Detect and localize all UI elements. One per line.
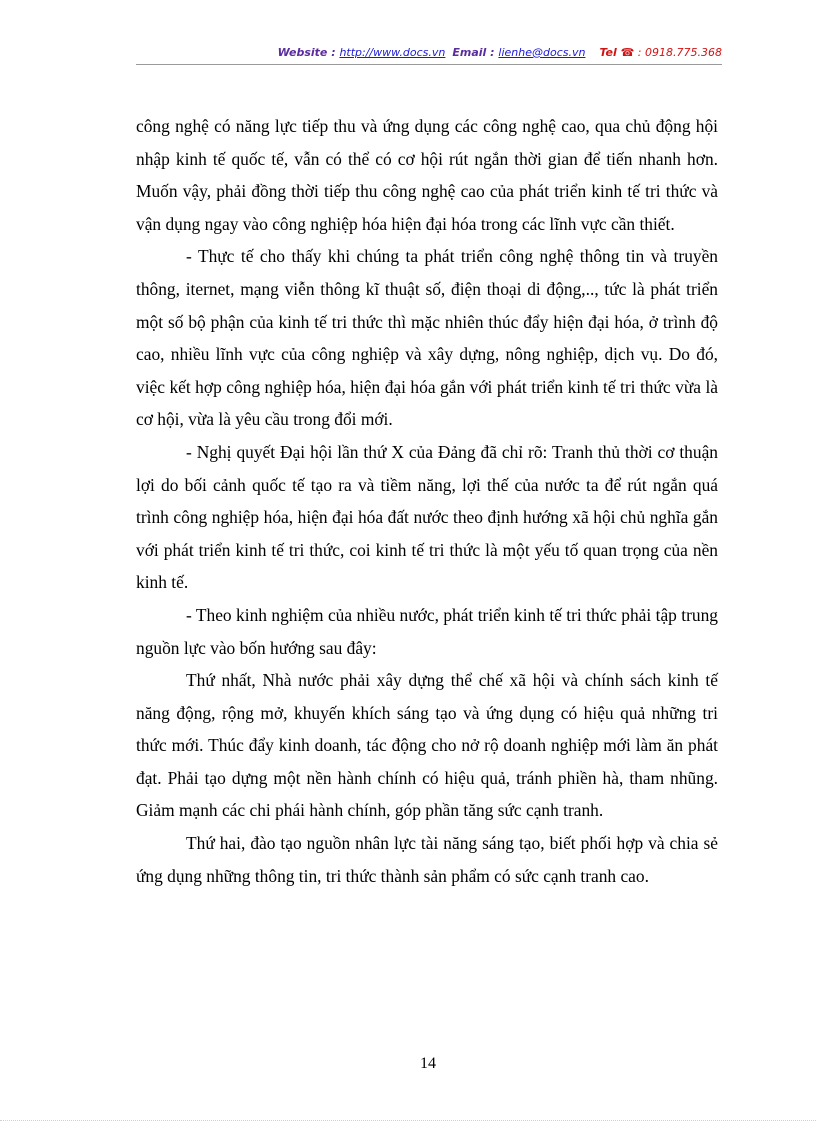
telephone-icon: ☎ [620, 46, 635, 59]
document-body [136, 110, 718, 892]
page-number: 14 [420, 1055, 436, 1072]
email-link[interactable]: lienhe@docs.vn [498, 46, 586, 59]
website-link[interactable]: http://www.docs.vn [339, 46, 446, 59]
header-divider [136, 64, 722, 65]
phone-number: : 0918.775.368 [634, 46, 722, 59]
email-label: Email : [452, 46, 499, 59]
paragraph: - Nghị quyết Đại hội lần thứ X của Đảng đã chỉ rõ: Tranh thủ thời cơ thuận lợi do bối cảnh quốc tế tạo ra và tiềm năng, lợi thế của nước ta để rút ngắn quá trình công nghiệp hóa, hiện đại hóa đất nước theo định hướng xã hội chủ nghĩa gắn với phát triển kinh tế tri thức, coi kinh tế tri thức là một yếu tố quan trọng của nền kinh tế. [136, 441, 718, 593]
paragraph: - Theo kinh nghiệm của nhiều nước, phát triển kinh tế tri thức phải tập trung nguồn lực vào bốn hướng sau đây: [136, 604, 718, 658]
website-label: Website : [277, 46, 340, 59]
paragraph: - Thực tế cho thấy khi chúng ta phát triển công nghệ thông tin và truyền thông, iternet, mạng viễn thông kĩ thuật số, điện thoại di động,.., tức là phát triển một số bộ phận của kinh tế tri thức thì mặc nhiên thúc đẩy hiện đại hóa, ở trình độ cao, nhiều lĩnh vực của công nghiệp và xây dựng, nông nghiệp, dịch vụ. Do đó, việc kết hợp công nghiệp hóa, hiện đại hóa gắn với phát triển kinh tế tri thức vừa là cơ hội, vừa là yêu cầu trong đổi mới. [136, 246, 718, 430]
paragraph: công nghệ có năng lực tiếp thu và ứng dụng các công nghệ cao, qua chủ động hội nhập kinh tế quốc tế, vẫn có thể có cơ hội rút ngắn thời gian để tiến nhanh hơn. Muốn vậy, phải đồng thời tiếp thu công nghệ cao của phát triển kinh tế tri thức và vận dụng ngay vào công nghiệp hóa hiện đại hóa trong các lĩnh vực cần thiết. [136, 116, 718, 234]
tel-label: Tel [599, 46, 621, 59]
paragraph: Thứ nhất, Nhà nước phải xây dựng thể chế xã hội và chính sách kinh tế năng động, rộng mở, khuyến khích sáng tạo và ứng dụng có hiệu quả những tri thức mới. Thúc đẩy kinh doanh, tác động cho nở rộ doanh nghiệp mới làm ăn phát đạt. Phải tạo dựng một nền hành chính có hiệu quả, tránh phiền hà, tham nhũng. Giảm mạnh các chi phái hành chính, góp phần tăng sức cạnh tranh. [136, 670, 718, 821]
paragraph: Thứ hai, đào tạo nguồn nhân lực tài năng sáng tạo, biết phối hợp và chia sẻ ứng dụng những thông tin, tri thức thành sản phẩm có sức cạnh tranh cao. [136, 833, 718, 886]
page-header [136, 46, 722, 66]
page-bottom-divider [0, 1120, 816, 1121]
